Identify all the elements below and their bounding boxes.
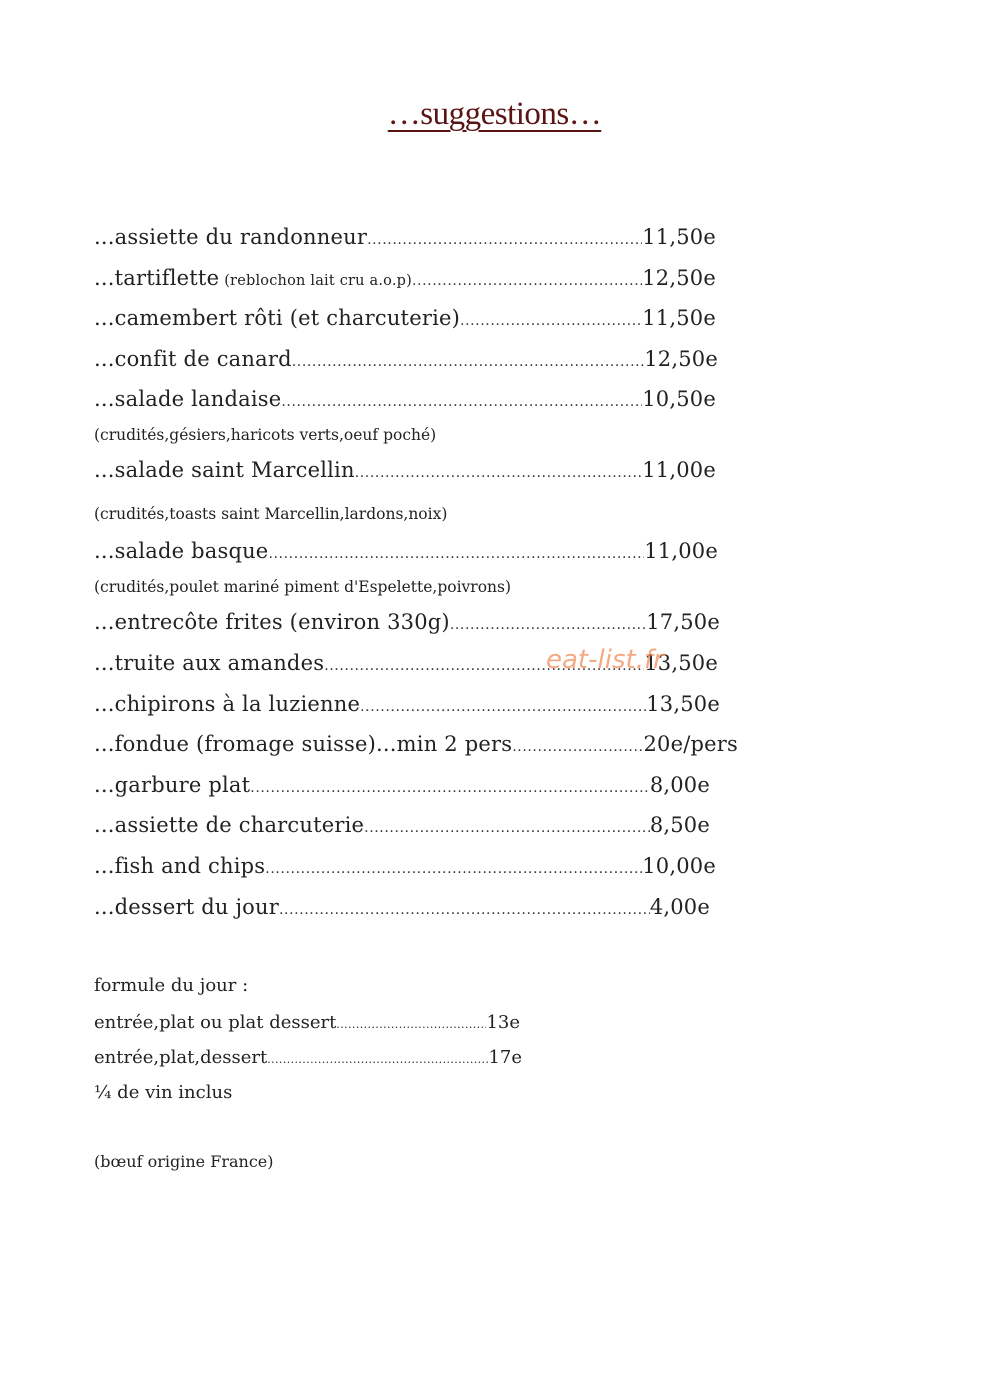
dot-leader bbox=[268, 546, 644, 562]
dish-row bbox=[94, 610, 720, 634]
dish-name: ...tartiflette bbox=[94, 266, 220, 290]
dish-name: ...salade saint Marcellin bbox=[94, 458, 355, 482]
watermark-logo: eat-list.fr bbox=[546, 645, 664, 675]
dish-price: 20e/pers bbox=[643, 732, 738, 756]
dish-name: ...salade basque bbox=[94, 539, 269, 563]
formula-label: entrée,plat ou plat dessert bbox=[94, 1012, 337, 1033]
dot-leader bbox=[355, 465, 643, 481]
dish-price: 10,00e bbox=[642, 854, 716, 878]
dish-description: (crudités,poulet mariné piment d'Espelette,poivrons) bbox=[94, 578, 512, 596]
dot-leader bbox=[279, 902, 650, 918]
dot-leader bbox=[267, 1053, 488, 1066]
dish-name: ...salade landaise bbox=[94, 387, 282, 411]
dish-row bbox=[94, 732, 738, 756]
page-title: …suggestions… bbox=[387, 96, 602, 132]
dish-row bbox=[94, 387, 716, 411]
dot-leader bbox=[367, 232, 642, 248]
dot-leader bbox=[364, 820, 650, 836]
dish-row bbox=[94, 347, 718, 371]
dish-name: ...truite aux amandes bbox=[94, 651, 325, 675]
dish-price: 17,50e bbox=[646, 610, 720, 634]
dish-row bbox=[94, 539, 718, 563]
dish-price: 12,50e bbox=[644, 347, 718, 371]
dish-name: ...fondue (fromage suisse)...min 2 pers bbox=[94, 732, 513, 756]
dish-row bbox=[94, 458, 716, 482]
formula-row bbox=[94, 1012, 520, 1033]
formula-price: 13e bbox=[486, 1012, 520, 1033]
dish-price: 8,00e bbox=[649, 773, 710, 797]
formula-heading: formule du jour : bbox=[94, 975, 249, 996]
dish-row bbox=[94, 266, 716, 290]
dish-name: ...entrecôte frites (environ 330g) bbox=[94, 610, 450, 634]
dish-name: ...assiette du randonneur bbox=[94, 225, 368, 249]
dot-leader bbox=[250, 780, 650, 796]
dish-description: (crudités,toasts saint Marcellin,lardons,noix) bbox=[94, 505, 448, 523]
dish-row bbox=[94, 692, 720, 716]
dish-price: 13,50e bbox=[646, 692, 720, 716]
dish-name: ...confit de canard bbox=[94, 347, 292, 371]
formula-row bbox=[94, 1047, 522, 1068]
dot-leader bbox=[512, 739, 643, 755]
dish-name: ...fish and chips bbox=[94, 854, 266, 878]
dish-name: ...garbure plat bbox=[94, 773, 251, 797]
footnote: (bœuf origine France) bbox=[94, 1152, 274, 1171]
dot-leader bbox=[450, 617, 646, 633]
dish-price: 13,50e bbox=[644, 651, 718, 675]
dish-name: ...assiette de charcuterie bbox=[94, 813, 365, 837]
dish-name: ...dessert du jour bbox=[94, 895, 279, 919]
dish-price: 4,00e bbox=[649, 895, 710, 919]
dish-price: 12,50e bbox=[642, 266, 716, 290]
dish-name: ...chipirons à la luzienne bbox=[94, 692, 361, 716]
dish-name: ...camembert rôti (et charcuterie) bbox=[94, 306, 461, 330]
dish-price: 11,00e bbox=[644, 539, 718, 563]
dish-price: 8,50e bbox=[649, 813, 710, 837]
dot-leader bbox=[292, 354, 645, 370]
dot-leader bbox=[460, 313, 642, 329]
dish-row bbox=[94, 306, 716, 330]
formula-label: entrée,plat,dessert bbox=[94, 1047, 268, 1068]
dot-leader bbox=[336, 1018, 486, 1031]
dish-price: 10,50e bbox=[642, 387, 716, 411]
dish-row bbox=[94, 225, 716, 249]
dish-price: 11,50e bbox=[642, 306, 716, 330]
formula-price: 17e bbox=[488, 1047, 522, 1068]
dish-row bbox=[94, 854, 716, 878]
dish-row bbox=[94, 895, 710, 919]
dish-row bbox=[94, 773, 710, 797]
wine-note: ¼ de vin inclus bbox=[94, 1082, 233, 1103]
dish-row bbox=[94, 813, 710, 837]
dot-leader bbox=[360, 699, 646, 715]
dish-description: (crudités,gésiers,haricots verts,oeuf poché) bbox=[94, 426, 437, 444]
dot-leader bbox=[412, 273, 642, 289]
dish-price: 11,00e bbox=[642, 458, 716, 482]
dish-note: (reblochon lait cru a.o.p) bbox=[224, 273, 412, 289]
dish-price: 11,50e bbox=[642, 225, 716, 249]
dot-leader bbox=[265, 861, 642, 877]
dot-leader bbox=[281, 394, 642, 410]
